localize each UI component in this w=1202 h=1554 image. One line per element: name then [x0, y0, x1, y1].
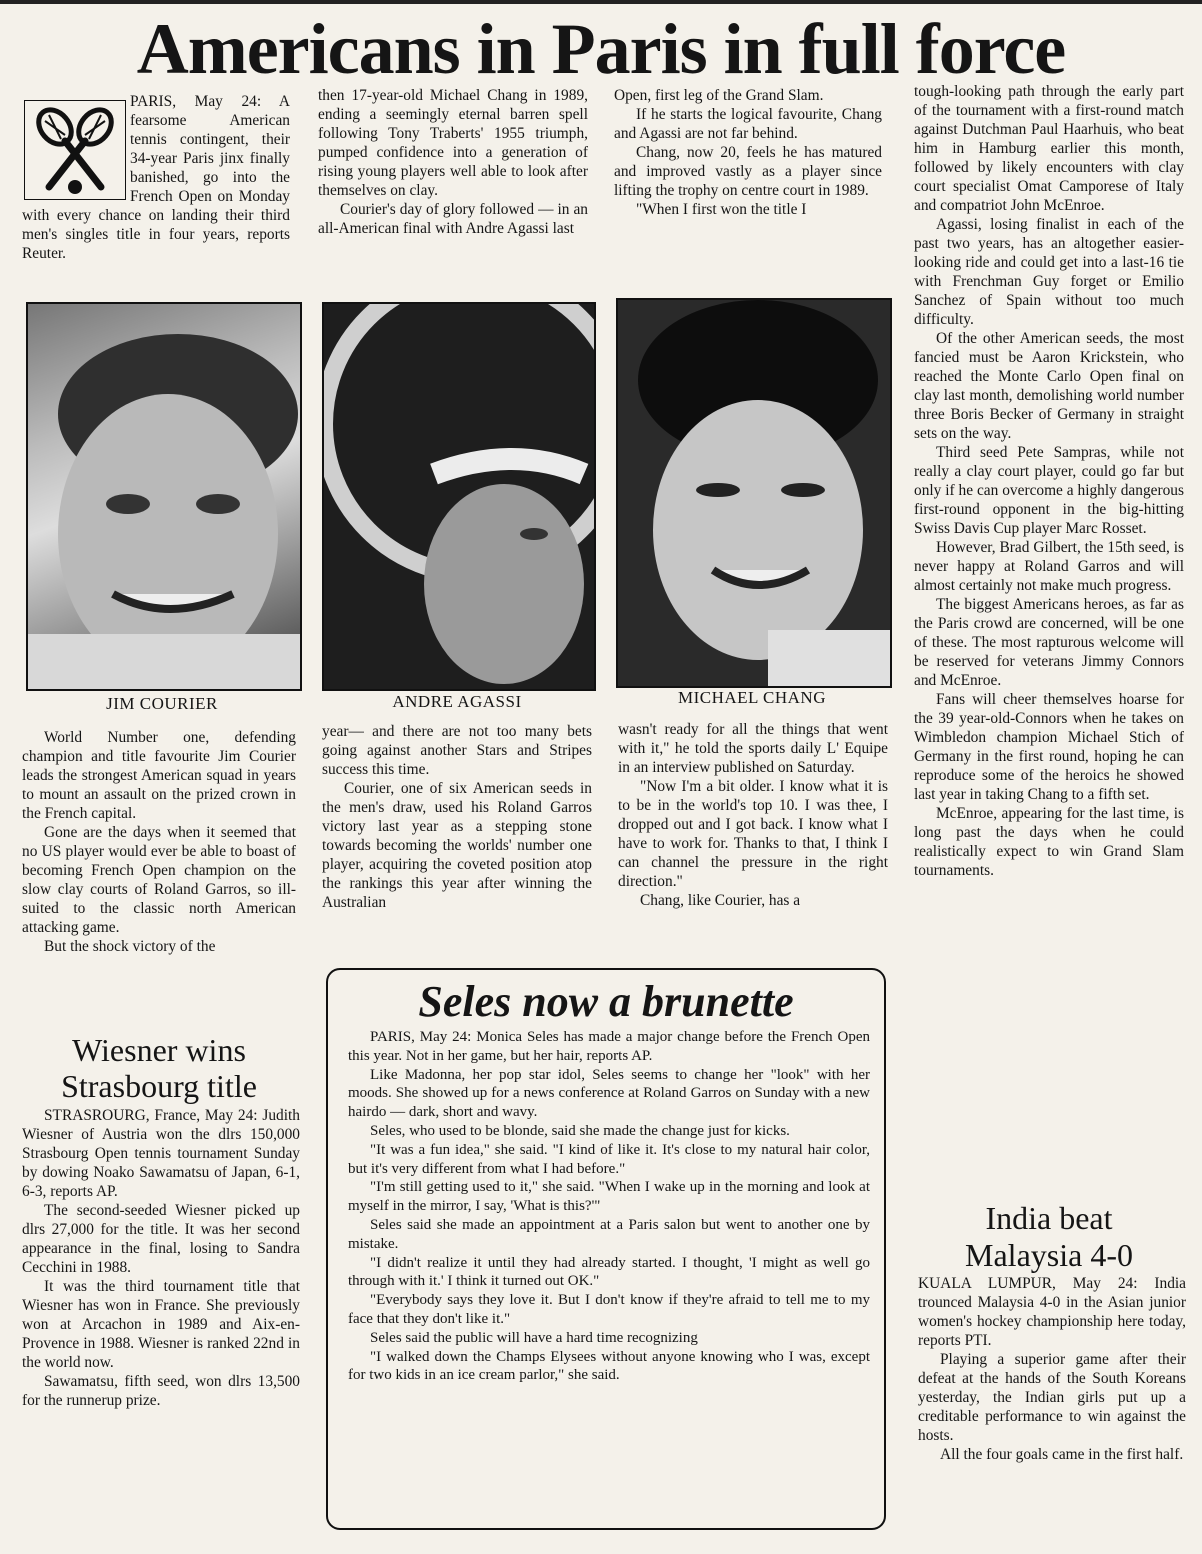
paragraph: If he starts the logical favourite, Chang and Agassi are not far behind. — [614, 106, 882, 142]
paragraph: "I didn't realize it until they had already started. I thought, 'I might as well go through with it.' I think it turned out OK." — [348, 1254, 870, 1290]
paragraph: Third seed Pete Sampras, while not really a clay court player, could go far but only if he can overcome a highly dangerous first-round opponent in the big-hitting Swiss Davis Cup player Marc Rosset. — [914, 444, 1184, 537]
paragraph: PARIS, May 24: Monica Seles has made a major change before the French Open this year. Not in her game, but her hair, reports AP. — [348, 1029, 870, 1064]
india-headline-line1: India beat — [985, 1200, 1113, 1236]
photo-caption: JIM COURIER — [106, 694, 218, 713]
seles-story — [348, 1028, 870, 1526]
wiesner-story — [22, 1106, 300, 1526]
paragraph: Fans will cheer themselves hoarse for the 39 year-old-Connors when he takes on Wimbledon champion Michael Stich of Germany in the first round, hoping he can reproduce some of the heroics he showed last year in taking Chang to a fifth set. — [914, 691, 1184, 803]
paragraph: KUALA LUMPUR, May 24: India trounced Malaysia 4-0 in the Asian junior women's hockey championship here today, reports PTI. — [918, 1275, 1186, 1349]
paragraph: Playing a superior game after their defeat at the hands of the South Koreans yesterday, the Indian girls put up a creditable performance to win against the hosts. — [918, 1351, 1186, 1444]
paragraph: Agassi, losing finalist in each of the past two years, has an altogether easier-looking ride and could get into a last-16 tie with Frenchman Guy forget or Emilio Sanchez of Spain without too much difficulty. — [914, 216, 1184, 328]
main-story-col3-top — [614, 86, 882, 298]
photo-andre-agassi — [322, 302, 596, 691]
paragraph: STRASROURG, France, May 24: Judith Wiesner of Austria won the dlrs 150,000 Strasbourg Open tennis tournament Sunday by dowing Noako Sawamatsu of Japan, 6-1, 6-3, reports AP. — [22, 1107, 300, 1200]
paragraph: The second-seeded Wiesner picked up dlrs 27,000 for the title. It was her second appearance in the final, losing to Sandra Cecchini in 1988. — [22, 1202, 300, 1276]
paragraph: wasn't ready for all the things that went with it," he told the sports daily L' Equipe in an interview published on Saturday. — [618, 721, 888, 776]
top-rule — [0, 0, 1202, 4]
main-story-col1-bottom — [22, 728, 296, 1031]
page-headline: Americans in Paris in full force — [136, 9, 1066, 89]
paragraph: "When I first won the title I — [636, 201, 807, 218]
main-story-col2-top — [318, 86, 588, 298]
paragraph: Courier's day of glory followed — in an all-American final with Andre Agassi last — [318, 201, 588, 237]
paragraph: tough-looking path through the early part of the tournament with a first-round match against Dutchman Paul Haarhuis, who beat him in Hamburg earlier this month, followed by likely encounters with clay court specialist Omat Camporese of Italy and compatriot John McEnroe. — [914, 83, 1184, 214]
wiesner-headline-line1: Wiesner wins — [72, 1032, 246, 1068]
paragraph: Open, first leg of the Grand Slam. — [614, 87, 824, 104]
paragraph: Like Madonna, her pop star idol, Seles seems to change her "look" with her moods. She showed up for a news conference at Roland Garros on Sunday with a new hairdo — dark, short and wavy. — [348, 1066, 870, 1121]
paragraph: McEnroe, appearing for the last time, is long past the days when he could realistically expect to win Grand Slam tournaments. — [914, 805, 1184, 879]
paragraph: Seles said she made an appointment at a Paris salon but went to another one by mistake. — [348, 1216, 870, 1252]
paragraph: It was the third tournament title that Wiesner has won in France. She previously won at Arcachon in 1989 and Aix-en-Provence in 1988. Wiesner is ranked 22nd in the world now. — [22, 1278, 300, 1371]
paragraph: However, Brad Gilbert, the 15th seed, is never happy at Roland Garros and will almost certainly not make much progress. — [914, 539, 1184, 594]
main-story-lede: PARIS, May 24: A fearsome American tennis contingent, their 34-year Paris jinx finally banished, go into the French Open on Monday with every chance on landing their third men's singles title in four years, reports Reuter. — [22, 93, 290, 262]
paragraph: Seles said the public will have a hard time recognizing — [370, 1329, 698, 1346]
paragraph: year— and there are not too many bets going against another Stars and Stripes success this time. — [322, 723, 592, 778]
paragraph: Chang, like Courier, has a — [640, 892, 801, 909]
paragraph: "It was a fun idea," she said. "I kind of like it. It's close to my natural hair color, but it's very different from what I had before." — [348, 1141, 870, 1177]
india-headline-line2: Malaysia 4-0 — [965, 1237, 1133, 1273]
paragraph: All the four goals came in the first half. — [940, 1446, 1184, 1463]
paragraph: Sawamatsu, fifth seed, won dlrs 13,500 for the runnerup prize. — [22, 1373, 300, 1409]
seles-box — [326, 968, 886, 1530]
seles-headline: Seles now a brunette — [418, 977, 794, 1026]
paragraph: "I'm still getting used to it," she said. "When I wake up in the morning and look at myself in the mirror, I say, 'What is this?'" — [348, 1179, 870, 1215]
wiesner-headline-line2: Strasbourg title — [61, 1068, 257, 1104]
photo-caption: ANDRE AGASSI — [392, 692, 522, 711]
photo-jim-courier — [26, 302, 302, 691]
india-story — [918, 1274, 1186, 1534]
photo-caption: MICHAEL CHANG — [677, 688, 826, 707]
main-story-col1-top — [22, 92, 290, 302]
paragraph: The biggest Americans heroes, as far as the Paris crowd are concerned, will be one of these. The most rapturous welcome will be reserved for veterans Jimmy Connors and McEnroe. — [914, 596, 1184, 689]
paragraph: Chang, now 20, feels he has matured and improved vastly as a player since lifting the trophy on centre court in 1989. — [614, 144, 882, 199]
main-story-col2-bottom — [322, 722, 592, 964]
paragraph: "Everybody says they love it. But I don't know if they're afraid to tell me to my face that they don't like it." — [348, 1292, 870, 1327]
paragraph: World Number one, defending champion and title favourite Jim Courier leads the strongest American squad in years to mount an assault on the prized crown in the French capital. — [22, 729, 296, 822]
paragraph: Of the other American seeds, the most fancied must be Aaron Krickstein, who reached the Monte Carlo Open final on clay last month, demolishing world number three Boris Becker of Germany in straight sets on the way. — [914, 330, 1184, 442]
paragraph: then 17-year-old Michael Chang in 1989, ending a seemingly eternal barren spell following Tony Traberts' 1955 triumph, pumped confidence into a generation of rising young players well able to look after themselves on clay. — [318, 87, 588, 199]
paragraph: "I walked down the Champs Elysees without anyone knowing who I was, except for two kids in an ice cream parlor," she said. — [348, 1348, 870, 1384]
paragraph: "Now I'm a bit older. I know what it is to be in the world's top 10. I was thee, I dropped out and I got back. I know what I have to work for. Thanks to that, I think I can channel the pressure in the right direction." — [618, 778, 888, 890]
paragraph: Seles, who used to be blonde, said she made the change just for kicks. — [370, 1122, 790, 1139]
main-story-col4 — [914, 82, 1184, 1202]
paragraph: Gone are the days when it seemed that no US player would ever be able to boast of becoming French Open champion on the slow clay courts of Roland Garros, so ill-suited to the classic north American attacking game. — [22, 824, 296, 936]
main-story-col3-bottom — [618, 720, 888, 964]
paragraph: But the shock victory of the — [44, 938, 216, 955]
paragraph: Courier, one of six American seeds in the men's draw, used his Roland Garros victory last year as a stepping stone towards becoming the worlds' number one player, acquiring the coveted position atop the rankings this year after winning the Australian — [322, 780, 592, 911]
photo-michael-chang — [616, 298, 892, 688]
